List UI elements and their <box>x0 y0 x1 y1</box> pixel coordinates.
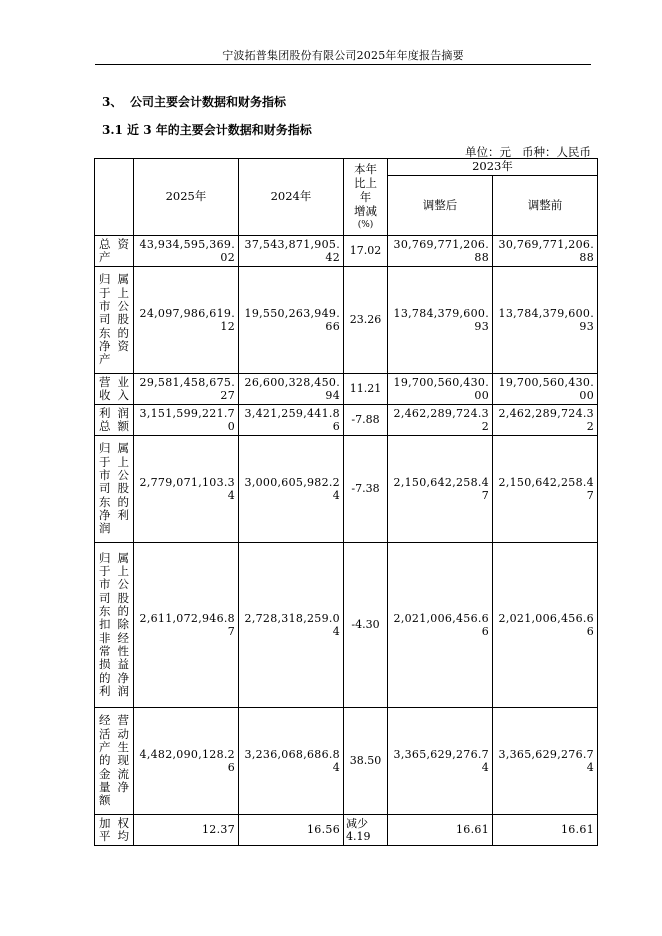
value-2024 <box>239 815 344 846</box>
value-2024-line: 37,543,871,905. <box>244 237 340 251</box>
value-2025 <box>134 405 239 436</box>
value-2023-before-line: 93 <box>579 320 594 333</box>
value-2023-before-line: 16.61 <box>561 823 594 837</box>
row-label-line: 净资 <box>99 338 129 353</box>
value-2023-adjusted <box>388 543 493 708</box>
value-2025 <box>134 436 239 543</box>
change-pct-line: 减少 <box>346 816 368 830</box>
row-label-line: 于上 <box>99 564 129 579</box>
value-2025 <box>134 543 239 708</box>
value-2023-adjusted-line: 6 <box>481 625 489 638</box>
row-label-line: 净利 <box>99 507 129 522</box>
value-2024-line: 94 <box>325 389 340 402</box>
row-label-line: 归属 <box>99 550 129 565</box>
row-label-line: 营业 <box>99 374 129 389</box>
row-label <box>95 543 134 708</box>
change-pct-line: 17.02 <box>349 244 382 258</box>
value-2023-before-line: 19,700,560,430. <box>498 375 594 389</box>
row-label <box>95 374 134 405</box>
change-pct-line: 23.26 <box>349 313 382 327</box>
value-2025-line: 2,779,071,103.3 <box>139 475 235 489</box>
row-label-line: 的现 <box>99 753 129 768</box>
change-pct <box>344 374 388 405</box>
change-pct-line: 4.19 <box>346 830 371 843</box>
value-2023-before-line: 2,150,642,258.4 <box>498 475 594 489</box>
header-divider <box>95 64 591 65</box>
value-2024-line: 3,000,605,982.2 <box>244 475 340 489</box>
row-label-line: 扣除 <box>99 617 129 632</box>
row-label-line: 司股 <box>99 481 129 496</box>
change-pct-line: 38.50 <box>349 754 382 768</box>
value-2024 <box>239 405 344 436</box>
row-label-line: 润 <box>99 521 111 536</box>
value-2023-before-line: 2 <box>586 420 594 433</box>
row-label <box>95 708 134 815</box>
row-label-line: 的净 <box>99 670 129 685</box>
table-row <box>95 374 598 405</box>
header-blank-cell <box>95 159 134 236</box>
change-pct-line: 11.21 <box>349 382 382 396</box>
row-label-line: 收入 <box>99 388 129 402</box>
value-2024-line: 2,728,318,259.0 <box>244 611 340 625</box>
unit-currency-note: 单位：元 币种：人民币 <box>465 145 591 159</box>
value-2023-before-line: 13,784,379,600. <box>498 306 594 320</box>
value-2023-adjusted-line: 13,784,379,600. <box>393 306 489 320</box>
row-label-line: 东的 <box>99 494 129 509</box>
table-row <box>95 815 598 846</box>
header-change-line: 比上 <box>354 176 377 190</box>
row-label-line: 活动 <box>99 726 129 741</box>
row-label-line: 东的 <box>99 604 129 619</box>
value-2023-before <box>493 708 598 815</box>
header-change-line: 年 <box>359 190 372 204</box>
table-row <box>95 236 598 267</box>
value-2025-line: 24,097,986,619. <box>139 306 235 320</box>
value-2025-line: 29,581,458,675. <box>139 375 235 389</box>
change-pct <box>344 543 388 708</box>
value-2024 <box>239 543 344 708</box>
value-2023-adjusted <box>388 815 493 846</box>
row-label-line: 量净 <box>99 779 129 794</box>
row-label-line: 总资 <box>99 236 129 251</box>
value-2024 <box>239 374 344 405</box>
row-label-line: 于上 <box>99 285 129 300</box>
value-2024-line: 4 <box>332 489 340 502</box>
row-label-line: 金流 <box>99 766 129 781</box>
row-label-line: 产 <box>99 352 111 367</box>
financial-data-table <box>94 158 598 846</box>
value-2025-line: 0 <box>227 420 235 433</box>
value-2024-line: 3,236,068,686.8 <box>244 747 340 761</box>
change-pct <box>344 708 388 815</box>
header-2023: 2023年 <box>388 159 598 176</box>
table-header-row <box>95 159 598 176</box>
row-label-line: 利润 <box>99 405 129 420</box>
header-2024: 2024年 <box>239 159 344 236</box>
value-2023-before-line: 88 <box>579 251 594 264</box>
value-2023-before-line: 00 <box>579 389 594 402</box>
value-2023-adjusted-line: 30,769,771,206. <box>393 237 489 251</box>
value-2023-adjusted-line: 7 <box>481 489 489 502</box>
value-2025-line: 27 <box>220 389 235 402</box>
value-2025-line: 12.37 <box>202 823 235 837</box>
value-2023-adjusted <box>388 267 493 374</box>
value-2023-adjusted-line: 88 <box>474 251 489 264</box>
change-pct-line: -7.38 <box>351 482 380 496</box>
section-number: 3、 <box>102 95 123 109</box>
value-2024 <box>239 708 344 815</box>
change-pct <box>344 267 388 374</box>
change-pct <box>344 815 388 846</box>
change-pct-line: -4.30 <box>351 618 380 632</box>
subsection-heading: 3.1 近 3 年的主要会计数据和财务指标 <box>102 123 312 137</box>
value-2023-adjusted <box>388 236 493 267</box>
row-label-line: 平均 <box>99 829 129 843</box>
value-2023-adjusted-line: 4 <box>481 761 489 774</box>
value-2023-adjusted <box>388 405 493 436</box>
value-2024-line: 4 <box>332 761 340 774</box>
value-2025 <box>134 267 239 374</box>
value-2025-line: 7 <box>227 625 235 638</box>
value-2024-line: 26,600,328,450. <box>244 375 340 389</box>
header-change-line: (%) <box>357 220 374 230</box>
row-label-line: 产生 <box>99 740 129 755</box>
value-2023-adjusted-line: 16.61 <box>456 823 489 837</box>
row-label-line: 归属 <box>99 272 129 287</box>
row-label <box>95 405 134 436</box>
row-label-line: 非经 <box>99 630 129 645</box>
value-2023-adjusted-line: 19,700,560,430. <box>393 375 489 389</box>
value-2025-line: 3,151,599,221.7 <box>139 406 235 420</box>
table-row <box>95 543 598 708</box>
value-2023-before-line: 2,021,006,456.6 <box>498 611 594 625</box>
table-row <box>95 708 598 815</box>
value-2023-adjusted-line: 93 <box>474 320 489 333</box>
row-label-line: 于上 <box>99 454 129 469</box>
value-2025-line: 2,611,072,946.8 <box>139 611 235 625</box>
header-2025: 2025年 <box>134 159 239 236</box>
value-2023-before-line: 7 <box>586 489 594 502</box>
value-2023-adjusted <box>388 374 493 405</box>
value-2023-adjusted <box>388 708 493 815</box>
value-2023-before-line: 3,365,629,276.7 <box>498 747 594 761</box>
row-label <box>95 236 134 267</box>
value-2025 <box>134 815 239 846</box>
value-2023-before-line: 30,769,771,206. <box>498 237 594 251</box>
value-2024 <box>239 267 344 374</box>
table-row <box>95 405 598 436</box>
row-label-line: 司股 <box>99 312 129 327</box>
section-heading <box>102 93 286 110</box>
value-2025 <box>134 374 239 405</box>
section-title: 公司主要会计数据和财务指标 <box>130 95 287 109</box>
header-change-pct <box>344 159 388 236</box>
value-2023-before <box>493 236 598 267</box>
value-2023-before-line: 4 <box>586 761 594 774</box>
value-2023-adjusted-line: 2,150,642,258.4 <box>393 475 489 489</box>
value-2023-before <box>493 374 598 405</box>
row-label-line: 总额 <box>99 419 129 433</box>
value-2023-adjusted-line: 2,462,289,724.3 <box>393 406 489 420</box>
value-2025 <box>134 708 239 815</box>
row-label-line: 产 <box>99 250 111 264</box>
header-before-adjustment: 调整前 <box>493 176 598 236</box>
value-2023-before-line: 2,462,289,724.3 <box>498 406 594 420</box>
value-2023-before <box>493 436 598 543</box>
value-2025-line: 02 <box>220 251 235 264</box>
row-label <box>95 267 134 374</box>
row-label-line: 常性 <box>99 643 129 658</box>
value-2024-line: 16.56 <box>307 823 340 837</box>
header-change-line: 本年 <box>354 162 377 176</box>
value-2023-before <box>493 267 598 374</box>
row-label-line: 利润 <box>99 683 129 698</box>
row-label-line: 市公 <box>99 468 129 483</box>
row-label-line: 经营 <box>99 713 129 728</box>
value-2025-line: 4 <box>227 489 235 502</box>
row-label-line: 损益 <box>99 657 129 672</box>
value-2023-adjusted-line: 2 <box>481 420 489 433</box>
header-change-line: 增减 <box>354 204 377 218</box>
change-pct <box>344 236 388 267</box>
row-label-line: 市公 <box>99 299 129 314</box>
table-row <box>95 436 598 543</box>
value-2023-before <box>493 815 598 846</box>
value-2024-line: 42 <box>325 251 340 264</box>
value-2025 <box>134 236 239 267</box>
value-2024-line: 6 <box>332 420 340 433</box>
change-pct <box>344 436 388 543</box>
row-label-line: 司股 <box>99 590 129 605</box>
value-2023-adjusted-line: 3,365,629,276.7 <box>393 747 489 761</box>
value-2024 <box>239 436 344 543</box>
value-2024-line: 4 <box>332 625 340 638</box>
value-2024-line: 19,550,263,949. <box>244 306 340 320</box>
row-label-line: 额 <box>99 793 111 808</box>
change-pct <box>344 405 388 436</box>
value-2024-line: 66 <box>325 320 340 333</box>
value-2025-line: 43,934,595,369. <box>139 237 235 251</box>
value-2023-adjusted-line: 00 <box>474 389 489 402</box>
value-2024-line: 3,421,259,441.8 <box>244 406 340 420</box>
value-2025-line: 4,482,090,128.2 <box>139 747 235 761</box>
value-2025-line: 6 <box>227 761 235 774</box>
row-label-line: 市公 <box>99 577 129 592</box>
row-label-line: 加权 <box>99 815 129 830</box>
value-2023-adjusted-line: 2,021,006,456.6 <box>393 611 489 625</box>
value-2023-adjusted <box>388 436 493 543</box>
change-pct-line: -7.88 <box>351 413 380 427</box>
header-adjusted: 调整后 <box>388 176 493 236</box>
report-header: 宁波拓普集团股份有限公司2025年年度报告摘要 <box>222 49 464 62</box>
row-label <box>95 436 134 543</box>
value-2024 <box>239 236 344 267</box>
row-label-line: 东的 <box>99 325 129 340</box>
value-2023-before-line: 6 <box>586 625 594 638</box>
value-2023-before <box>493 543 598 708</box>
value-2025-line: 12 <box>220 320 235 333</box>
table-row <box>95 267 598 374</box>
row-label <box>95 815 134 846</box>
row-label-line: 归属 <box>99 441 129 456</box>
value-2023-before <box>493 405 598 436</box>
